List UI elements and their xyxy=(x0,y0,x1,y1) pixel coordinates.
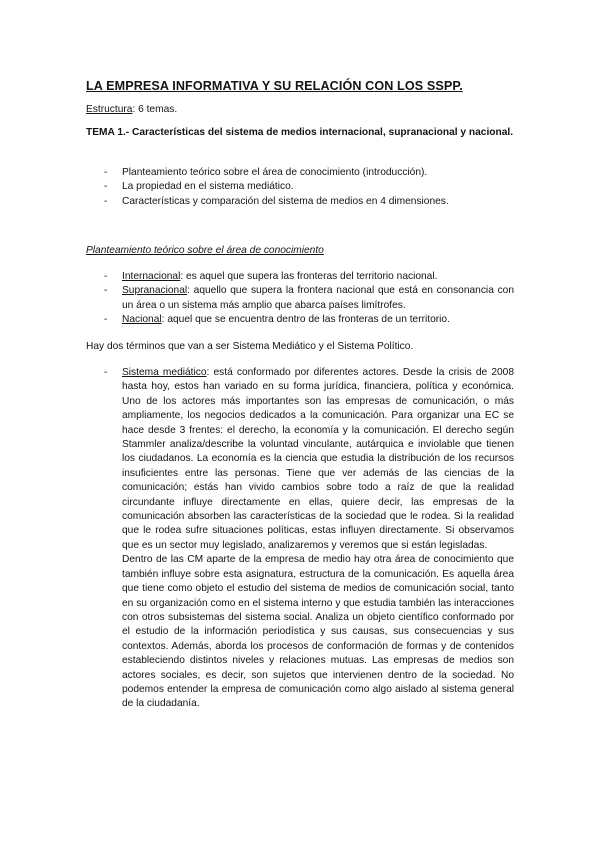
tema-heading: TEMA 1.- Características del sistema de medios internacional, supranacional y nacional. xyxy=(86,127,514,138)
dash-bullet: - xyxy=(104,367,108,378)
definitions-list xyxy=(86,270,514,328)
estructura-line xyxy=(86,103,526,117)
section-heading: Planteamiento teórico sobre el área de conocimiento xyxy=(86,245,324,256)
estructura-label: Estructura xyxy=(86,104,133,115)
sistema-list xyxy=(86,366,514,712)
definition-term: Supranacional xyxy=(122,285,188,297)
definition-item xyxy=(86,313,514,327)
list-item: - Planteamiento teórico sobre el área de conocimiento (introducción). xyxy=(86,166,514,180)
dash-bullet: - xyxy=(104,314,108,326)
sistema-paragraph-1: : está conformado por diferentes actores. Desde la crisis de 2008 hasta hoy, estos han variado en su forma jurídica, financiera, política y económica. Uno de los actores más importantes son las empresas de comunicación, o más ampliamente, los negocios dedicados a la comunicación. Para organizar una EC se hace desde 3 frentes: el derecho, la economía y la comunicación. El derecho según Stammler analiza/describe la voluntad vinculante, autárquica e inviolable que tienen los ciudadanos. La economía es la ciencia que estudia la distribución de los recursos insuficientes entre las personas. Tiene que ver además de las ciencias de la comunicación; estás han vivido cambios sobre todo a raíz de que la realidad circundante influye directamente en ellas, quiere decir, las empresas de la comunicación absorben las características de la sociedad que le rodea. Si la realidad que le rodea sufre situaciones políticas, estas influyen directamente. Si observamos que es un sector muy legislado, analizaremos y veremos que si están legisladas. xyxy=(122,367,514,551)
definition-term: Nacional xyxy=(122,314,162,326)
dash-bullet: - xyxy=(104,167,108,178)
definition-text: : aquel que se encuentra dentro de las fronteras de un territorio. xyxy=(161,314,450,326)
sistema-term: Sistema mediático xyxy=(122,367,207,378)
list-item: - La propiedad en el sistema mediático. xyxy=(86,180,514,194)
tema-items-list xyxy=(86,166,514,209)
list-item: - Características y comparación del sistema de medios en 4 dimensiones. xyxy=(86,195,514,209)
dash-bullet: - xyxy=(104,181,108,193)
definition-item xyxy=(86,284,514,313)
definition-text: : es aquel que supera las fronteras del territorio nacional. xyxy=(180,271,438,282)
estructura-value: : 6 temas. xyxy=(132,104,178,115)
dash-bullet: - xyxy=(104,285,108,297)
definition-text: : aquello que supera la frontera nacional que está en consonancia con un área o un sistema más amplio que abarca países limítrofes. xyxy=(122,285,514,311)
dash-bullet: - xyxy=(104,195,108,207)
intro-paragraph: Hay dos términos que van a ser Sistema Mediático y el Sistema Político. xyxy=(86,341,414,352)
dash-bullet: - xyxy=(104,271,108,282)
sistema-paragraph-2: Dentro de las CM aparte de la empresa de medio hay otra área de conocimiento que también influye sobre esta asignatura, estructura de la comunicación. Es aquella área que tiene como objeto el estudio del sistema de medios de comunicación social, tanto en su organización como en el sistema interno y que estudia también las interacciones con otros subsistemas del sistema social. Analiza un objeto científico conformado por el estudio de la información periodística y sus causas, sus consecuencias y sus contextos. Además, aborda los procesos de conformación de formas y de contenidos estableciendo distintos niveles y relaciones mutuas. Las empresas de medios son actores sociales, es decir, son sujetos que intervienen dentro de la sociedad. No podemos entender la empresa de comunicación como algo aislado al sistema general de la ciudadanía. xyxy=(122,554,514,710)
sistema-item xyxy=(86,366,514,712)
document-title: LA EMPRESA INFORMATIVA Y SU RELACIÓN CON LOS SSPP. xyxy=(86,79,463,93)
definition-item xyxy=(86,270,514,284)
definition-term: Internacional xyxy=(122,271,181,282)
